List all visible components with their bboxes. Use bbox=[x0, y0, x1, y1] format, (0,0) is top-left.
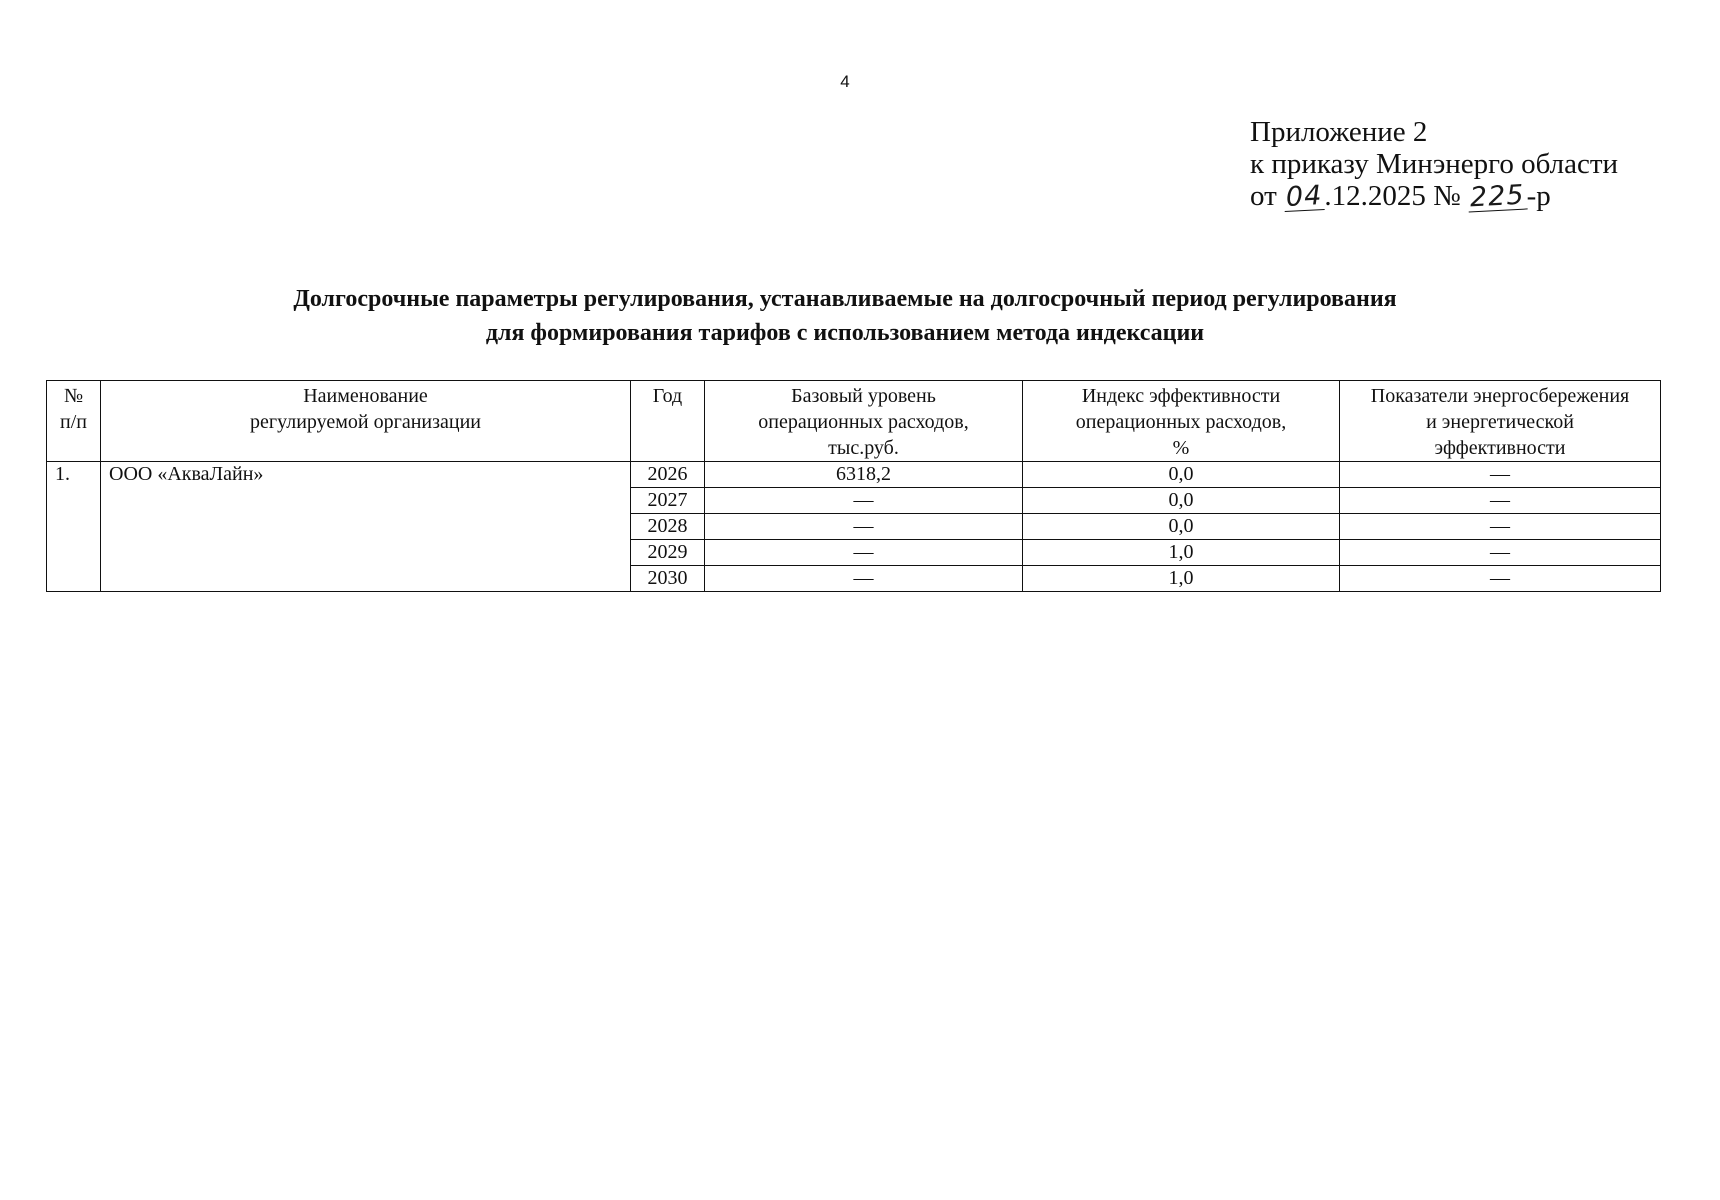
header-number-line-1: № bbox=[63, 385, 84, 407]
energy-indicator-cell: — bbox=[1340, 488, 1661, 514]
header-base-line-1: Базовый уровень bbox=[791, 385, 936, 407]
appendix-order-ref: к приказу Минэнерго области bbox=[1250, 148, 1619, 180]
header-organization-line-2: регулируемой организации bbox=[250, 411, 481, 433]
title-line-1: Долгосрочные параметры регулирования, устанавливаемые на долгосрочный период регулирования bbox=[293, 286, 1397, 312]
handwritten-order-number: 225 bbox=[1469, 179, 1526, 214]
energy-indicator-cell: — bbox=[1340, 514, 1661, 540]
header-energy-indicators bbox=[1340, 381, 1661, 462]
year-cell: 2030 bbox=[631, 566, 705, 592]
header-number-line-2: п/п bbox=[60, 411, 87, 433]
date-prefix: от bbox=[1250, 180, 1285, 212]
base-level-cell: — bbox=[705, 514, 1023, 540]
header-year bbox=[631, 381, 705, 462]
header-base-line-2: операционных расходов, bbox=[758, 411, 969, 433]
header-base-line-3: тыс.руб. bbox=[828, 437, 899, 459]
appendix-title: Приложение 2 bbox=[1250, 116, 1428, 148]
energy-indicator-cell: — bbox=[1340, 566, 1661, 592]
energy-indicator-cell: — bbox=[1340, 540, 1661, 566]
base-level-cell: — bbox=[705, 488, 1023, 514]
base-level-cell: — bbox=[705, 566, 1023, 592]
base-level-cell: — bbox=[705, 540, 1023, 566]
efficiency-index-cell: 1,0 bbox=[1023, 566, 1340, 592]
year-cell: 2027 bbox=[631, 488, 705, 514]
year-cell: 2029 bbox=[631, 540, 705, 566]
efficiency-index-cell: 1,0 bbox=[1023, 540, 1340, 566]
header-index-line-3: % bbox=[1172, 437, 1190, 459]
org-name-cell: ООО «АкваЛайн» bbox=[101, 462, 631, 592]
year-cell: 2028 bbox=[631, 514, 705, 540]
date-middle: .12.2025 № bbox=[1324, 180, 1469, 212]
document-title bbox=[60, 282, 1630, 350]
handwritten-day: 04 bbox=[1285, 180, 1324, 213]
header-organization-line-1: Наименование bbox=[303, 385, 428, 407]
appendix-block bbox=[1250, 116, 1618, 212]
table-header-row bbox=[47, 381, 1661, 462]
appendix-order-date bbox=[1250, 180, 1618, 212]
table-row bbox=[47, 462, 1661, 488]
header-base-level bbox=[705, 381, 1023, 462]
header-number bbox=[47, 381, 101, 462]
header-year-label: Год bbox=[652, 385, 683, 407]
efficiency-index-cell: 0,0 bbox=[1023, 514, 1340, 540]
energy-indicator-cell: — bbox=[1340, 462, 1661, 488]
order-suffix: -р bbox=[1526, 180, 1551, 212]
efficiency-index-cell: 0,0 bbox=[1023, 488, 1340, 514]
header-energy-line-2: и энергетической bbox=[1426, 411, 1574, 433]
parameters-table bbox=[46, 380, 1661, 592]
title-line-2: для формирования тарифов с использованием метода индексации bbox=[485, 320, 1205, 346]
header-index-line-1: Индекс эффективности bbox=[1081, 385, 1281, 407]
header-organization bbox=[101, 381, 631, 462]
header-energy-line-3: эффективности bbox=[1434, 437, 1566, 459]
page-number: 4 bbox=[840, 72, 850, 91]
header-energy-line-1: Показатели энергосбережения bbox=[1370, 385, 1630, 407]
efficiency-index-cell: 0,0 bbox=[1023, 462, 1340, 488]
org-number-cell: 1. bbox=[47, 462, 101, 592]
year-cell: 2026 bbox=[631, 462, 705, 488]
header-efficiency-index bbox=[1023, 381, 1340, 462]
header-index-line-2: операционных расходов, bbox=[1075, 411, 1287, 433]
base-level-cell: 6318,2 bbox=[705, 462, 1023, 488]
parameters-table-container bbox=[46, 380, 1660, 592]
